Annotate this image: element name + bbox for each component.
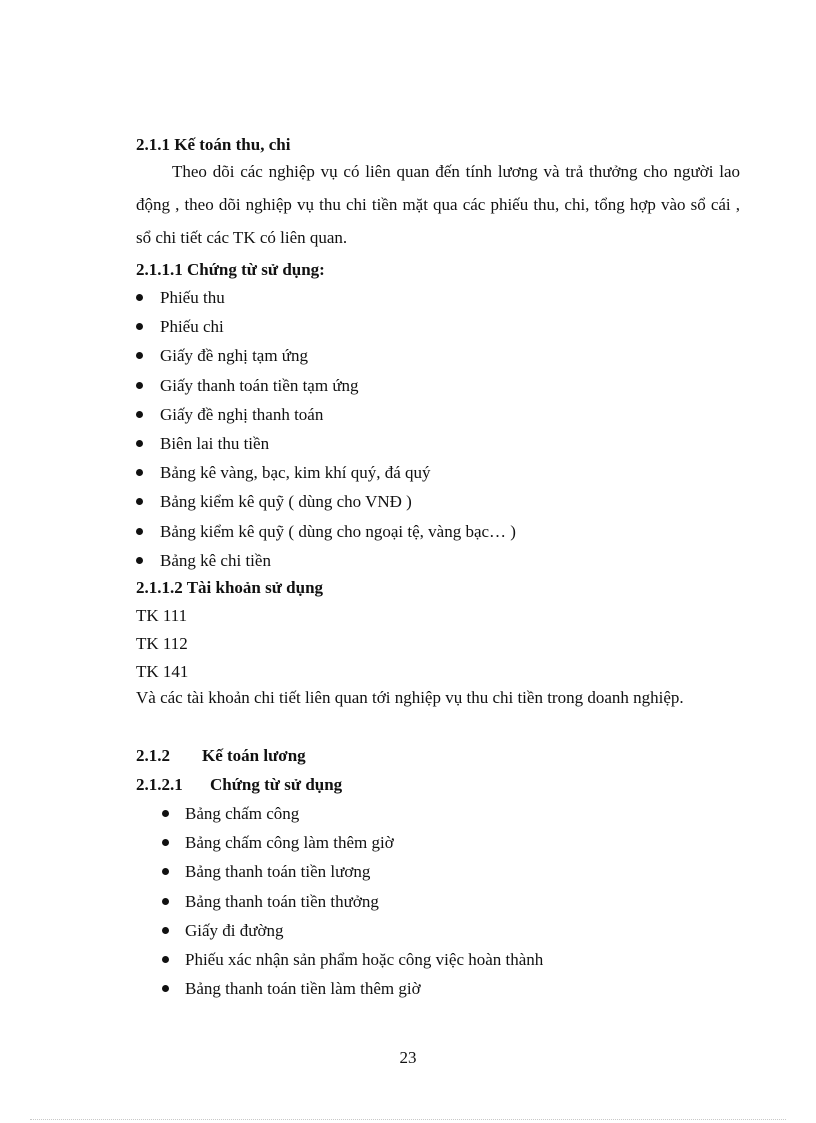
documents-list	[160, 283, 516, 575]
bullet-icon	[162, 956, 169, 963]
bullet-icon	[162, 810, 169, 817]
list-item: Bảng thanh toán tiền lương	[185, 857, 543, 886]
section-number: 2.1.2.1	[136, 775, 183, 794]
list-item: Biên lai thu tiền	[160, 429, 516, 458]
list-item: Bảng chấm công	[185, 799, 543, 828]
subsection-heading-2-1-2-1	[136, 775, 740, 795]
section-heading-2-1-1: 2.1.1 Kế toán thu, chi	[136, 135, 291, 154]
account-tk-141: TK 141	[136, 662, 189, 681]
list-item: Bảng thanh toán tiền thưởng	[185, 887, 543, 916]
bullet-icon	[136, 440, 143, 447]
account-tk-112: TK 112	[136, 634, 188, 653]
section-heading-2-1-2	[136, 746, 740, 766]
section-number: 2.1.2	[136, 746, 170, 765]
accounts-note-paragraph: Và các tài khoản chi tiết liên quan tới nghiệp vụ thu chi tiền trong doanh nghiệp.	[136, 688, 684, 707]
bullet-icon	[136, 382, 143, 389]
bullet-icon	[136, 411, 143, 418]
list-item: Giấy thanh toán tiền tạm ứng	[160, 371, 516, 400]
section-title: Chứng từ sử dụng	[210, 775, 343, 794]
list-item: Bảng kê vàng, bạc, kim khí quý, đá quý	[160, 458, 516, 487]
subsection-heading-2-1-1-2: 2.1.1.2 Tài khoản sử dụng	[136, 578, 324, 597]
bullet-icon	[162, 868, 169, 875]
intro-paragraph: Theo dõi các nghiệp vụ có liên quan đến tính lương và trả thưởng cho người lao động , theo dõi nghiệp vụ thu chi tiền mặt qua các phiếu thu, chi, tổng hợp vào sổ cái , sổ chi tiết các TK có liên quan.	[136, 162, 740, 247]
list-item: Bảng kiểm kê quỹ ( dùng cho ngoại tệ, vàng bạc… )	[160, 517, 516, 546]
section-title: Kế toán lương	[202, 746, 306, 765]
bullet-icon	[136, 498, 143, 505]
bullet-icon	[162, 927, 169, 934]
bullet-icon	[162, 839, 169, 846]
page-bottom-divider	[30, 1119, 786, 1120]
bullet-icon	[136, 323, 143, 330]
bullet-icon	[136, 469, 143, 476]
list-item: Giấy đề nghị thanh toán	[160, 400, 516, 429]
bullet-icon	[136, 528, 143, 535]
list-item: Bảng chấm công làm thêm giờ	[185, 828, 543, 857]
list-item: Giấy đề nghị tạm ứng	[160, 341, 516, 370]
list-item: Phiếu xác nhận sản phẩm hoặc công việc hoàn thành	[185, 945, 543, 974]
bullet-icon	[136, 294, 143, 301]
bullet-icon	[136, 352, 143, 359]
subsection-heading-2-1-1-1: 2.1.1.1 Chứng từ sử dụng:	[136, 260, 325, 279]
bullet-icon	[162, 898, 169, 905]
list-item: Bảng kiểm kê quỹ ( dùng cho VNĐ )	[160, 487, 516, 516]
list-item: Bảng thanh toán tiền làm thêm giờ	[185, 974, 543, 1003]
bullet-icon	[162, 985, 169, 992]
list-item: Bảng kê chi tiền	[160, 546, 516, 575]
account-tk-111: TK 111	[136, 606, 188, 625]
list-item: Phiếu chi	[160, 312, 516, 341]
bullet-icon	[136, 557, 143, 564]
list-item: Giấy đi đường	[185, 916, 543, 945]
list-item: Phiếu thu	[160, 283, 516, 312]
page-number: 23	[399, 1048, 417, 1067]
payroll-documents-list	[185, 799, 543, 1003]
